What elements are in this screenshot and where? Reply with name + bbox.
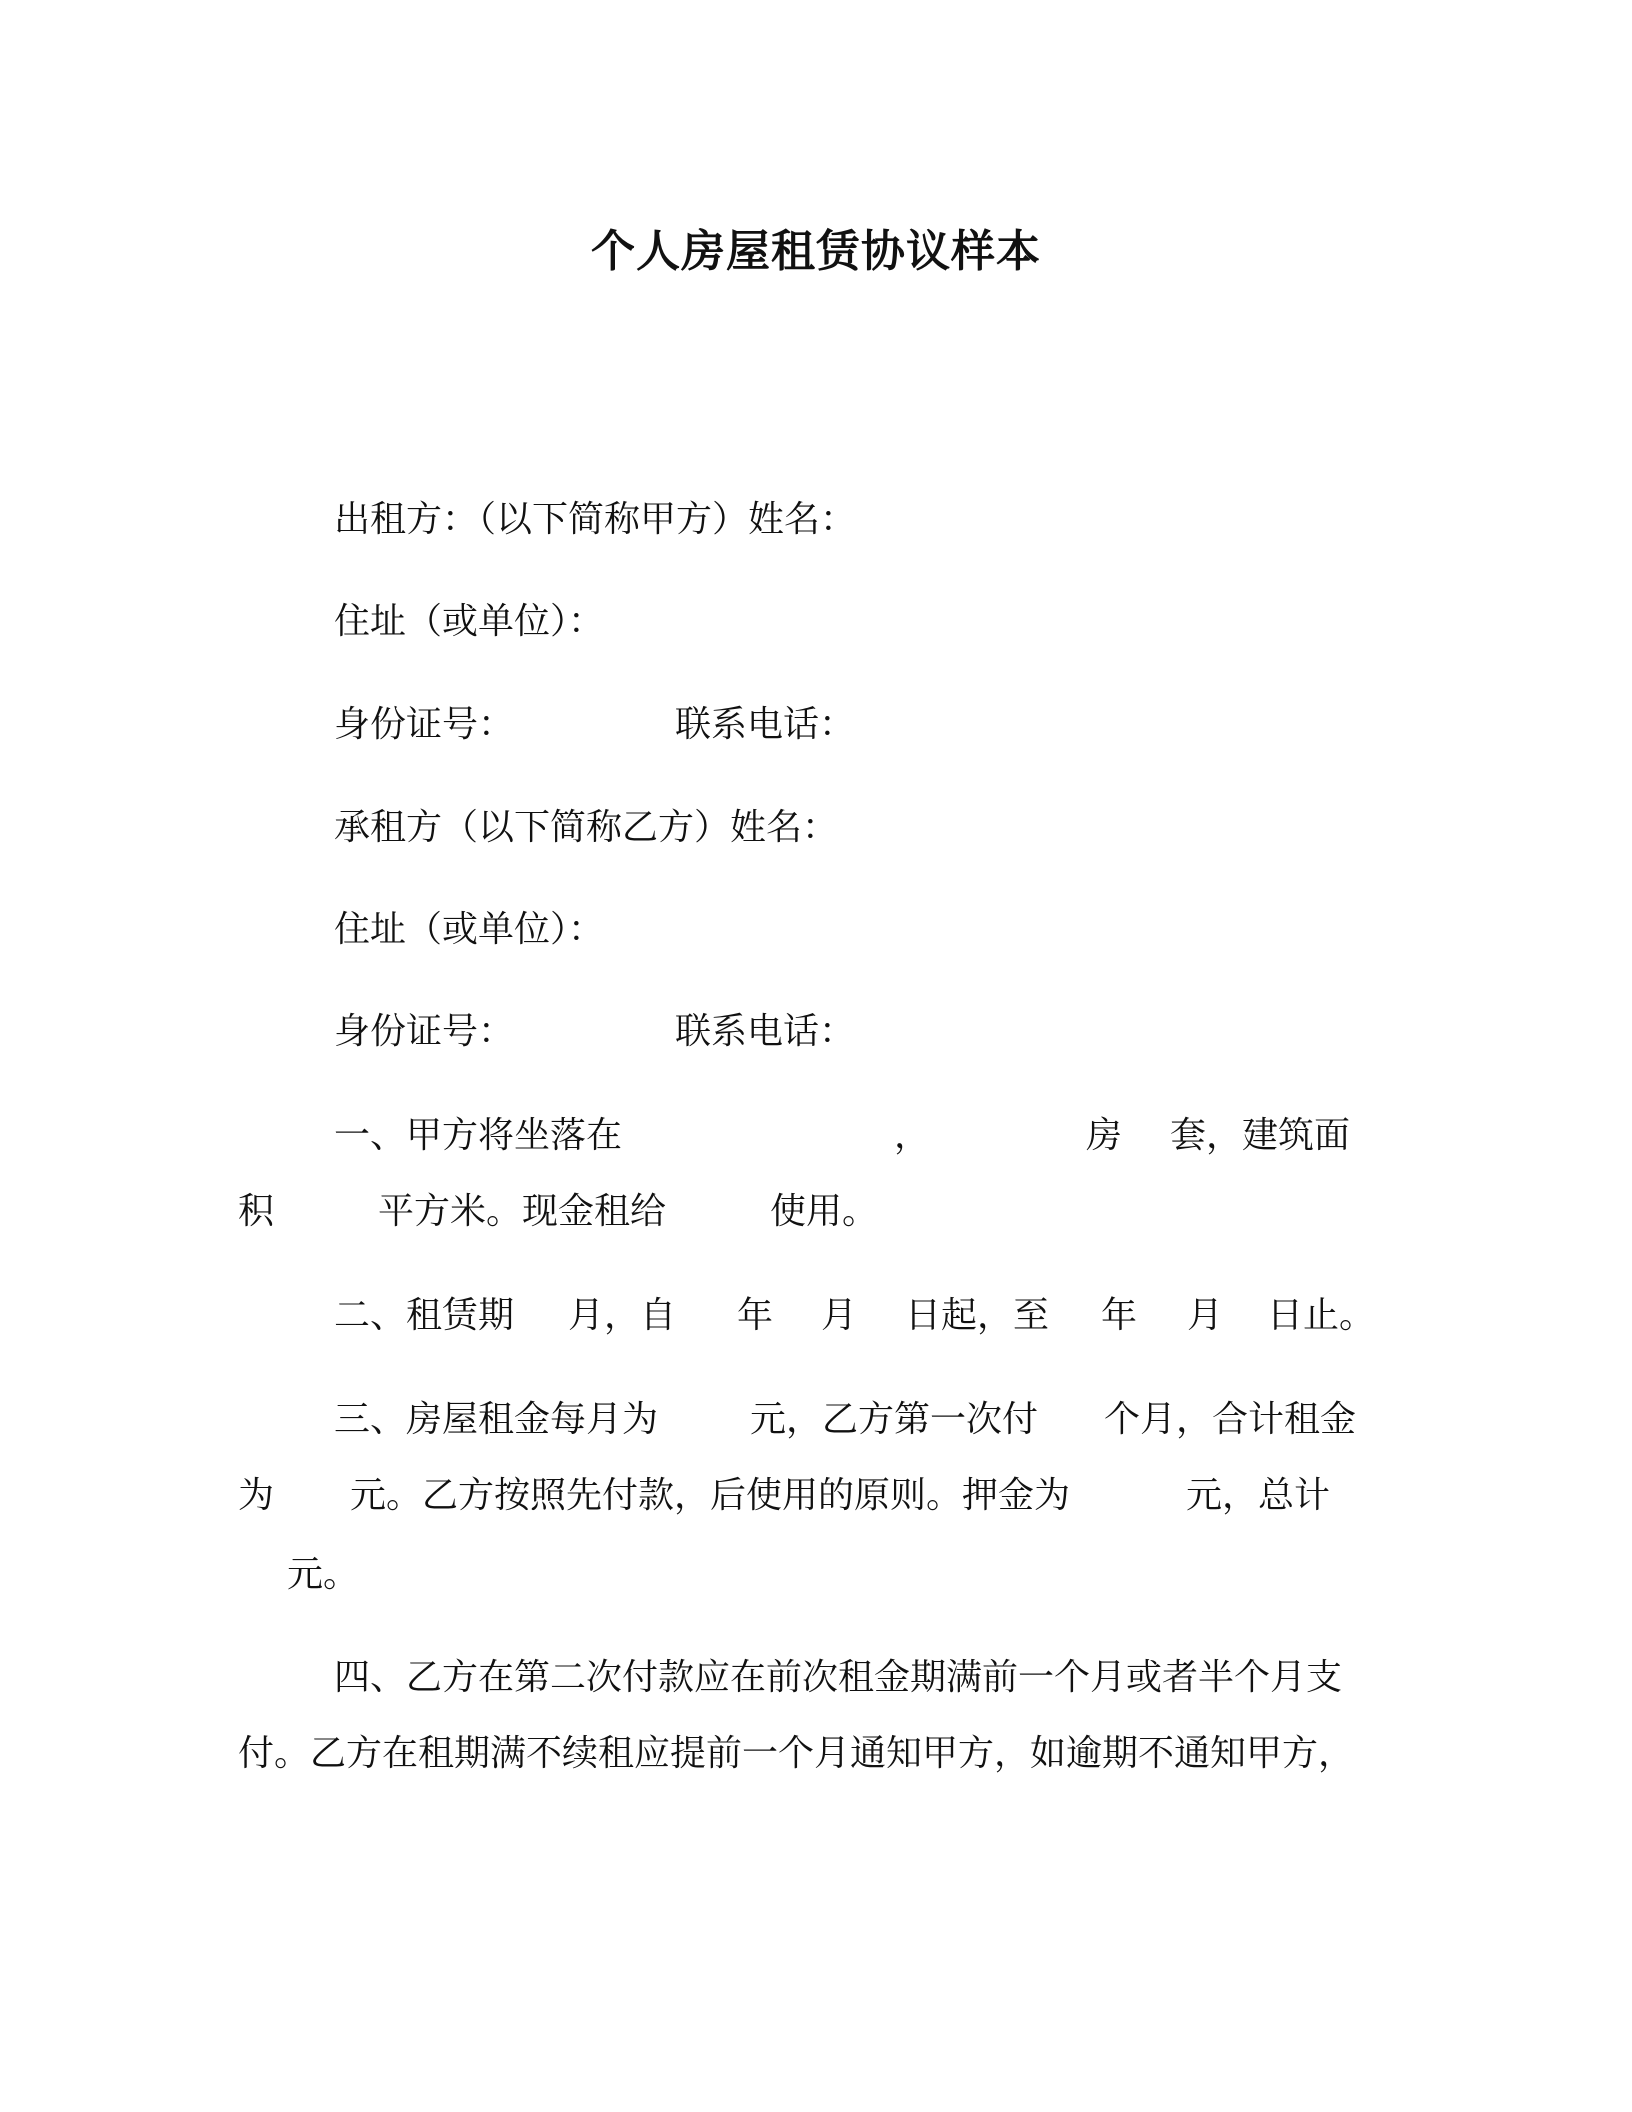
- lessee-id-phone-line: [334, 1007, 934, 1057]
- lessee-address-line: 住址（或单位）：: [334, 909, 605, 950]
- clause2-line1: [334, 1291, 1374, 1341]
- clause3-seg: 为: [238, 1475, 275, 1516]
- clause1-line2: [238, 1187, 1138, 1237]
- lessor-name-line: 出租方：（以下简称甲方）姓名：: [334, 499, 857, 540]
- clause2-seg: 年: [737, 1295, 774, 1336]
- clause1-line1: [334, 1111, 1374, 1161]
- clause3-line3: 元。: [287, 1554, 360, 1595]
- lessor-phone-label: 联系电话：: [675, 704, 856, 745]
- clause1-seg: ，: [894, 1115, 931, 1156]
- clause3-seg: 三、房屋租金每月为: [334, 1399, 659, 1440]
- clause1-seg: 平方米。现金租给: [378, 1191, 667, 1232]
- clause3-line1: [334, 1395, 1374, 1445]
- clause1-seg: 一、甲方将坐落在: [334, 1115, 623, 1156]
- clause2-seg: 年: [1101, 1295, 1138, 1336]
- lessor-id-phone-line: [334, 700, 934, 750]
- clause3-seg: 元，总计: [1186, 1475, 1331, 1516]
- lessor-id-label: 身份证号：: [334, 704, 515, 745]
- clause1-seg: 积: [238, 1191, 275, 1232]
- clause3-seg: 个月，合计租金: [1104, 1399, 1357, 1440]
- clause2-seg: 月: [821, 1295, 858, 1336]
- clause2-seg: 日止。: [1267, 1295, 1376, 1336]
- clause2-seg: 二、租赁期: [334, 1295, 515, 1336]
- clause2-seg: 月，自: [568, 1295, 677, 1336]
- lessor-address-line: 住址（或单位）：: [334, 601, 605, 642]
- clause1-seg: 房: [1086, 1115, 1123, 1156]
- clause3-line2: [238, 1471, 1374, 1521]
- lessee-id-label: 身份证号：: [334, 1011, 515, 1052]
- clause4-line2: 付。乙方在租期满不续租应提前一个月通知甲方，如逾期不通知甲方，: [238, 1733, 1355, 1774]
- page-title: 个人房屋租赁协议样本: [591, 226, 1041, 277]
- clause2-seg: 日起，至: [905, 1295, 1050, 1336]
- clause1-seg: 使用。: [770, 1191, 879, 1232]
- clause3-seg: 元。乙方按照先付款，后使用的原则。押金为: [350, 1475, 1071, 1516]
- clause3-seg: 元，乙方第一次付: [750, 1399, 1039, 1440]
- clause4-line1: 四、乙方在第二次付款应在前次租金期满前一个月或者半个月支: [334, 1657, 1343, 1698]
- lessee-phone-label: 联系电话：: [675, 1011, 856, 1052]
- clause1-seg: 套，建筑面: [1170, 1115, 1351, 1156]
- lessee-name-line: 承租方（以下简称乙方）姓名：: [334, 807, 839, 848]
- clause2-seg: 月: [1187, 1295, 1224, 1336]
